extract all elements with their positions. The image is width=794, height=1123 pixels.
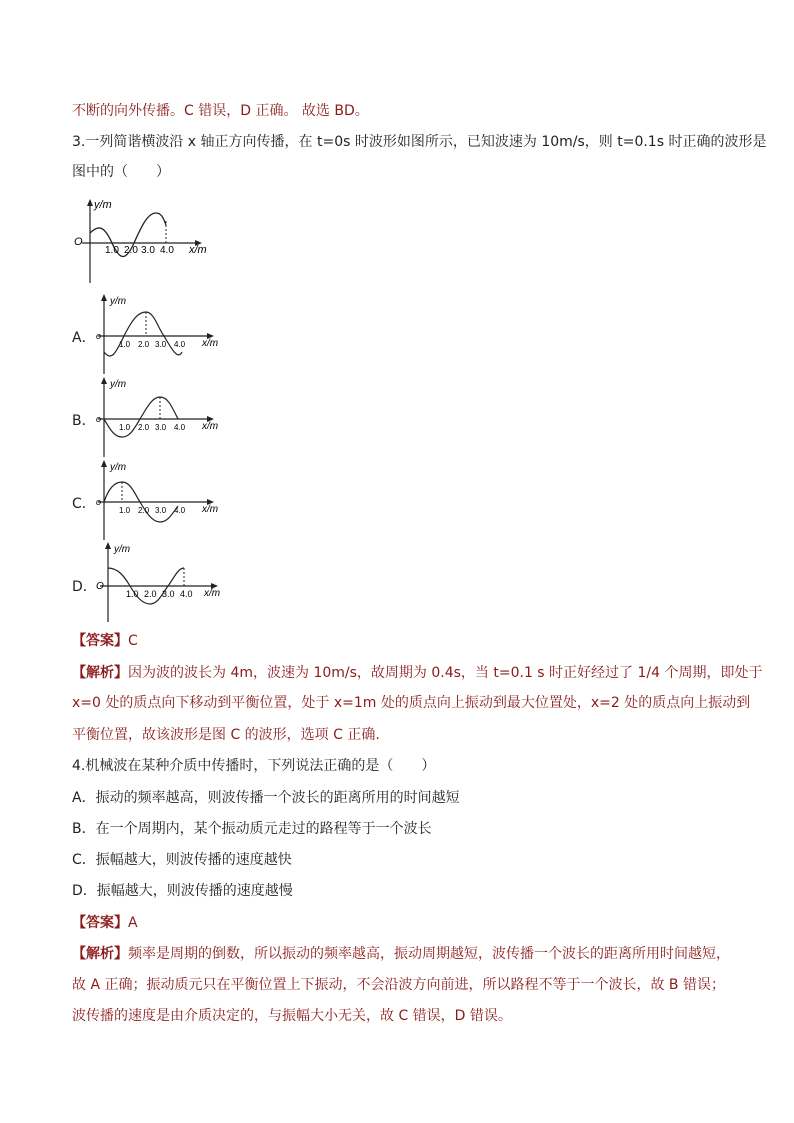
q4-analysis-line3: 波传播的速度是由介质决定的，与振幅大小无关，故 C 错误，D 错误。	[72, 1008, 512, 1024]
option-b-graph	[92, 375, 227, 460]
x-axis-label: x/m	[204, 588, 221, 599]
q3-text-line2: 图中的（ ）	[72, 164, 170, 180]
q4-option-c: C．振幅越大，则波传播的速度越快	[72, 852, 292, 868]
x-axis-label: x/m	[202, 421, 219, 432]
origin-label: o	[96, 497, 102, 507]
option-a-label: A．	[72, 330, 96, 346]
x-axis-label: x/m	[202, 504, 219, 515]
q4-analysis-line2: 故 A 正确；振动质元只在平衡位置上下振动，不会沿波方向前进，所以路程不等于一个波长，故 B 错误；	[72, 977, 725, 993]
answer-tag: 【答案】	[72, 633, 128, 649]
y-axis-label: y/m	[110, 462, 127, 473]
tick-label: 1.0	[105, 245, 119, 256]
q4-option-b: B．在一个周期内，某个振动质元走过的路程等于一个波长	[72, 821, 432, 837]
x-axis-label: x/m	[189, 244, 207, 256]
tick-label: 4.0	[174, 340, 186, 349]
q3-analysis-line3: 平衡位置，故该波形是图 C 的波形，选项 C 正确.	[72, 727, 380, 743]
q3-analysis-line2: x=0 处的质点向下移动到平衡位置，处于 x=1m 处的质点向上振动到最大位置处，x=2 处的质点向上振动到	[72, 695, 751, 711]
option-c-graph	[92, 458, 227, 543]
tick-label: 3.0	[162, 589, 175, 599]
tick-label: 3.0	[155, 340, 167, 349]
tick-label: 1.0	[126, 589, 139, 599]
q4-text: 4.机械波在某种介质中传播时，下列说法正确的是（ ）	[72, 758, 436, 774]
x-axis-label: x/m	[202, 338, 219, 349]
tick-label: 2.0	[144, 589, 157, 599]
tick-label: 1.0	[119, 506, 131, 515]
origin-label: o	[96, 331, 102, 341]
tick-label: 3.0	[141, 245, 155, 256]
tick-label: 4.0	[174, 506, 186, 515]
option-d-graph	[92, 540, 232, 625]
tick-label: 1.0	[119, 340, 131, 349]
tick-label: 2.0	[138, 423, 150, 432]
y-axis-label: y/m	[114, 544, 131, 555]
q4-option-d: D．振幅越大，则波传播的速度越慢	[72, 883, 293, 899]
y-axis-label: y/m	[110, 379, 127, 390]
option-c-label: C．	[72, 496, 96, 512]
tick-label: 3.0	[155, 506, 167, 515]
origin-label: O	[74, 236, 83, 248]
q3-analysis-line1: 【解析】因为波的波长为 4m，波速为 10m/s，故周期为 0.4s，当 t=0.1 s 时正好经过了 1/4 个周期，即处于	[72, 665, 763, 681]
tick-label: 3.0	[155, 423, 167, 432]
q3-text-line1: 3.一列简谐横波沿 x 轴正方向传播，在 t=0s 时波形如图所示，已知波速为 10m/s，则 t=0.1s 时正确的波形是	[72, 134, 767, 150]
tick-label: 4.0	[174, 423, 186, 432]
origin-label: O	[96, 581, 104, 592]
q4-answer	[72, 914, 138, 932]
option-a-graph	[92, 292, 227, 377]
q4-option-a: A．振动的频率越高，则波传播一个波长的距离所用的时间越短	[72, 790, 460, 806]
tick-label: 2.0	[124, 245, 138, 256]
tick-label: 4.0	[180, 589, 193, 599]
answer-tag: 【答案】	[72, 915, 128, 931]
answer-value: C	[128, 633, 138, 649]
q3-wave-graph	[70, 195, 220, 285]
y-axis-label: y/m	[94, 199, 112, 211]
option-d-label: D．	[72, 579, 97, 595]
y-axis-label: y/m	[110, 296, 127, 307]
tick-label: 2.0	[138, 506, 150, 515]
answer-value: A	[128, 915, 138, 931]
tick-label: 1.0	[119, 423, 131, 432]
q4-analysis-line1: 【解析】频率是周期的倒数，所以振动的频率越高，振动周期越短，波传播一个波长的距离所用时间越短，	[72, 946, 730, 962]
origin-label: o	[96, 414, 102, 424]
prev-conclusion: 不断的向外传播。C 错误，D 正确。 故选 BD。	[72, 103, 369, 119]
option-b-label: B．	[72, 413, 96, 429]
analysis-tag: 【解析】	[72, 665, 128, 681]
analysis-tag: 【解析】	[72, 946, 128, 962]
q3-answer	[72, 632, 138, 650]
tick-label: 4.0	[160, 245, 174, 256]
tick-label: 2.0	[138, 340, 150, 349]
